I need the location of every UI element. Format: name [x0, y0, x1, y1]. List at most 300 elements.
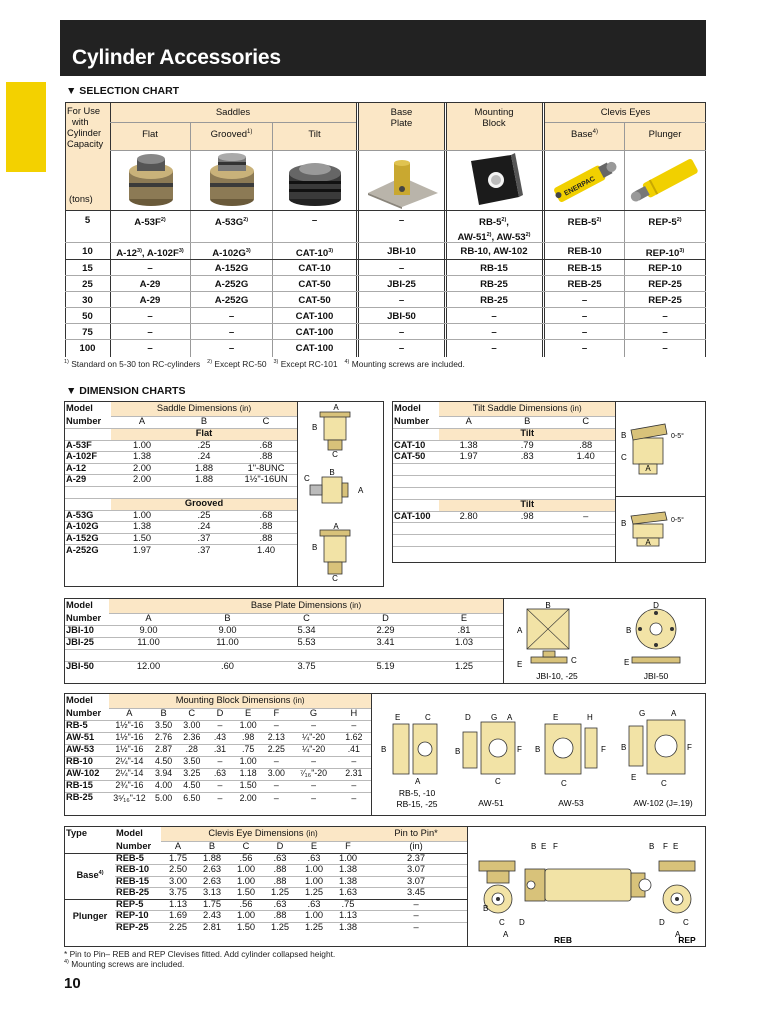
table-cell: – — [262, 780, 290, 792]
table-cell: 1.00 — [111, 440, 173, 452]
clevis-footnote-1: * Pin to Pin– REB and REP Clevises fitted. Add cylinder collapsed height. — [64, 949, 336, 959]
mounting-block-aw51-diagram — [455, 708, 533, 812]
table-cell: .75 — [234, 744, 262, 756]
base-plate-image — [364, 153, 440, 209]
table-cell: – — [290, 756, 336, 768]
base-plate-row — [65, 661, 503, 673]
table-cell: A — [439, 416, 498, 428]
table-cell: – — [206, 756, 234, 768]
table-cell — [393, 499, 439, 511]
table-cell: – — [365, 911, 467, 923]
selection-cell-capacity: 50 — [82, 311, 93, 322]
table-cell: REB-5 — [115, 853, 161, 865]
table-cell — [267, 649, 346, 661]
selection-cell-grooved: – — [228, 343, 235, 354]
clevis-plunger-image — [627, 153, 703, 209]
table-cell: A-102G — [65, 522, 111, 534]
selection-row — [65, 259, 706, 275]
table-cell: Number — [66, 613, 102, 623]
selection-cell-flat: A-29 — [139, 295, 161, 306]
selection-cell-tilt: CAT-50 — [298, 279, 331, 290]
mounting-block-dimensions-table — [65, 694, 371, 815]
table-cell: 1½"-16UN — [235, 475, 297, 487]
table-cell: 2.80 — [439, 511, 498, 523]
selection-row — [65, 339, 706, 356]
table-cell: 3⁵⁄₁₆"-12 — [109, 792, 149, 804]
rb-caption-2: RB-15, -25 — [396, 799, 438, 809]
table-cell: 2.36 — [178, 732, 206, 744]
table-cell: 1½"-16 — [109, 744, 149, 756]
base-plate-caption-1: JBI-10, -25 — [536, 671, 578, 681]
selection-cell-capacity: 10 — [82, 246, 93, 257]
table-cell: D — [346, 613, 425, 625]
table-cell: .31 — [206, 744, 234, 756]
table-cell: .63 — [263, 899, 297, 911]
table-cell: 1.88 — [173, 463, 235, 475]
table-cell — [393, 523, 439, 535]
table-cell: – — [337, 756, 371, 768]
table-cell: 2.63 — [195, 876, 229, 888]
flat-saddle-diagram — [298, 402, 382, 458]
table-row — [393, 402, 615, 416]
table-row — [65, 613, 503, 625]
table-cell — [111, 486, 173, 498]
table-cell: .25 — [173, 510, 235, 522]
selection-cell-clevis-plunger: REP-10$^{3)}$ — [645, 248, 685, 260]
table-cell — [425, 649, 503, 661]
section-tab-marker — [6, 82, 46, 172]
table-cell — [556, 523, 615, 535]
svg-text:A: A — [333, 403, 339, 412]
table-cell: 1.00 — [229, 911, 263, 923]
table-cell: REP-25 — [115, 922, 161, 934]
selection-rows — [65, 210, 706, 357]
tilt-row — [393, 511, 615, 523]
svg-text:F: F — [663, 842, 668, 851]
mounting-header: Mounting Block — [474, 107, 514, 129]
table-cell: Tilt Saddle Dimensions (in) — [439, 402, 615, 416]
table-cell: ¼"-20 — [290, 732, 336, 744]
selection-row — [65, 307, 706, 323]
table-cell — [498, 547, 557, 559]
table-cell: 1.00 — [297, 876, 331, 888]
table-cell: Tilt — [439, 428, 615, 440]
table-cell: CAT-10 — [393, 440, 439, 452]
table-cell: 1.40 — [556, 452, 615, 464]
base-plate-grid — [65, 599, 503, 673]
clevis-plunger-row — [65, 899, 467, 911]
saddle-dimensions-frame — [64, 401, 384, 587]
table-cell: .79 — [498, 440, 557, 452]
table-row — [65, 486, 297, 498]
svg-text:C: C — [495, 777, 501, 786]
table-cell: E — [297, 841, 331, 853]
tilt-angle-label-1: 0-5° — [671, 433, 684, 440]
table-cell: REP-5 — [115, 899, 161, 911]
tons-label: (tons) — [69, 194, 93, 204]
tilt-saddle-dimensions-table — [393, 402, 615, 562]
grooved-saddle-image — [198, 153, 266, 209]
table-cell: 1½"-16 — [109, 732, 149, 744]
clevis-base-row — [65, 888, 467, 900]
table-cell: 3.00 — [178, 720, 206, 732]
table-cell: Number — [66, 416, 102, 426]
selection-cell-clevis-base: REB-5$^{2)}$ — [567, 217, 602, 229]
saddle-dimensions-table — [65, 402, 297, 586]
table-cell: .88 — [235, 452, 297, 464]
table-cell: Flat — [111, 428, 297, 440]
svg-text:H: H — [587, 713, 593, 722]
table-cell: F — [262, 708, 290, 720]
selection-footnotes: $^{1)}$ Standard on 5-30 ton RC-cylinders $^{2)}$ Except RC-50 $^{3)}$ Except RC-101 $^{4)}$ Mounting screws are included. — [64, 359, 465, 369]
svg-text:E: E — [517, 660, 523, 669]
svg-text:E: E — [395, 713, 401, 722]
clevis-footnote-2: $^{4)}$ Mounting screws are included. — [64, 959, 185, 969]
table-cell: C — [556, 416, 615, 428]
table-cell: 11.00 — [188, 637, 267, 649]
table-cell — [393, 428, 439, 440]
svg-text:A: A — [645, 464, 651, 473]
mounting-block-row — [65, 792, 371, 804]
base-plate-row — [65, 637, 503, 649]
selection-cell-baseplate: – — [398, 215, 405, 226]
table-cell — [393, 463, 439, 475]
table-cell — [498, 475, 557, 487]
table-cell: – — [337, 720, 371, 732]
table-cell: .25 — [173, 440, 235, 452]
table-cell: JBI-10 — [65, 625, 109, 637]
table-cell: 1.38 — [331, 865, 365, 877]
mounting-block-row — [65, 720, 371, 732]
table-cell: 1.13 — [331, 911, 365, 923]
table-cell: AW-51 — [65, 732, 109, 744]
base-plate-dimensions-frame — [64, 598, 706, 684]
table-cell: – — [290, 780, 336, 792]
mounting-block-grid — [65, 694, 371, 804]
mounting-block-rb-diagram — [375, 710, 455, 814]
aw53-caption: AW-53 — [558, 798, 584, 808]
table-cell: 1.75 — [161, 853, 195, 865]
table-cell: 1.50 — [111, 533, 173, 545]
table-cell: .28 — [178, 744, 206, 756]
table-cell: 1.38 — [331, 876, 365, 888]
table-cell: A-53F — [65, 440, 111, 452]
table-cell: 3.41 — [346, 637, 425, 649]
table-cell: Model — [116, 828, 143, 839]
clevis-base-row — [65, 853, 467, 865]
table-cell: .88 — [235, 533, 297, 545]
table-cell: 2.43 — [195, 911, 229, 923]
svg-text:B: B — [483, 904, 489, 913]
selection-cell-clevis-plunger: – — [662, 343, 668, 354]
svg-text:F: F — [601, 745, 606, 754]
mounting-block-dimensions-frame — [64, 693, 706, 816]
selection-cell-tilt: CAT-100 — [295, 311, 334, 322]
selection-row — [65, 210, 706, 242]
selection-cell-mounting: RB-10, AW-102 — [460, 246, 528, 257]
table-cell: 1.97 — [439, 452, 498, 464]
table-cell: 2.50 — [161, 865, 195, 877]
table-cell — [393, 487, 439, 499]
table-cell: Base$^{4)}$ — [65, 853, 115, 899]
table-cell: .41 — [337, 744, 371, 756]
svg-text:B: B — [329, 468, 335, 477]
svg-text:B: B — [535, 745, 541, 754]
selection-cell-tilt: CAT-100 — [295, 327, 334, 338]
table-cell — [393, 547, 439, 559]
selection-cell-capacity: 100 — [79, 343, 96, 354]
table-cell: REB-10 — [115, 865, 161, 877]
table-cell: B — [195, 841, 229, 853]
svg-text:A: A — [333, 522, 339, 531]
table-row — [65, 841, 467, 853]
table-cell — [498, 523, 557, 535]
svg-text:A: A — [358, 486, 364, 495]
svg-text:A: A — [671, 709, 677, 718]
selection-row — [65, 275, 706, 291]
table-cell: 1.25 — [297, 922, 331, 934]
table-cell: .43 — [206, 732, 234, 744]
table-cell: JBI-25 — [65, 637, 109, 649]
table-cell: 3.07 — [365, 876, 467, 888]
table-cell: A-29 — [65, 475, 111, 487]
selection-cell-tilt: CAT-10$^{3)}$ — [295, 248, 334, 260]
table-cell: 1.03 — [425, 637, 503, 649]
table-cell: .88 — [263, 911, 297, 923]
table-cell: 2.81 — [195, 922, 229, 934]
tilt-saddle-diagram-1 — [619, 412, 703, 488]
table-row — [393, 547, 615, 559]
table-cell: 1.00 — [234, 720, 262, 732]
table-cell: Number — [394, 416, 430, 426]
saddle-row — [65, 452, 297, 464]
table-cell — [109, 649, 188, 661]
clevis-assembly-diagram — [473, 839, 705, 945]
table-cell: Model — [66, 695, 93, 706]
selection-cell-grooved: $A-53G^{2)}$ — [214, 217, 249, 229]
svg-text:C: C — [621, 453, 627, 462]
table-cell: 5.34 — [267, 625, 346, 637]
selection-row — [65, 291, 706, 307]
table-cell — [65, 841, 115, 853]
table-cell: .83 — [498, 452, 557, 464]
table-cell: .88 — [263, 876, 297, 888]
table-cell: 1"-8UNC — [235, 463, 297, 475]
selection-cell-grooved: A-252G — [214, 295, 249, 306]
table-cell: RB-5 — [65, 720, 109, 732]
table-cell — [556, 535, 615, 547]
table-row — [65, 708, 371, 720]
svg-text:A: A — [645, 538, 651, 547]
selection-cell-grooved: A-152G — [214, 263, 249, 274]
svg-text:F: F — [553, 842, 558, 851]
tilt-saddle-image — [280, 153, 350, 209]
table-cell: RB-25 — [65, 792, 109, 804]
table-cell: Plunger — [65, 899, 115, 934]
clevis-base-row — [65, 865, 467, 877]
tilt-header: Tilt — [308, 129, 321, 140]
table-cell: .63 — [263, 853, 297, 865]
saddle-grid — [65, 402, 297, 556]
table-cell — [498, 463, 557, 475]
table-cell — [439, 487, 498, 499]
svg-text:B: B — [531, 842, 537, 851]
table-cell: A — [109, 708, 149, 720]
selection-cell-mounting: RB-25 — [480, 295, 508, 306]
svg-text:C: C — [661, 779, 667, 788]
table-cell: 1.38 — [111, 452, 173, 464]
table-cell — [439, 535, 498, 547]
table-cell: 1.50 — [234, 780, 262, 792]
table-cell: A-12 — [65, 463, 111, 475]
table-cell — [556, 487, 615, 499]
table-cell: C — [178, 708, 206, 720]
base-plate-dimensions-table — [65, 599, 503, 683]
base-plate-diagram-jbi50 — [610, 601, 702, 681]
table-cell: 1.00 — [234, 756, 262, 768]
table-cell — [65, 649, 109, 661]
table-cell: 3.00 — [262, 768, 290, 780]
table-row — [65, 428, 297, 440]
saddle-row — [65, 545, 297, 557]
table-cell — [393, 475, 439, 487]
selection-cell-clevis-base: – — [581, 327, 588, 338]
table-cell: E — [425, 613, 503, 625]
selection-cell-clevis-plunger: REP-25 — [648, 279, 682, 290]
table-cell — [173, 486, 235, 498]
table-cell: 3.00 — [161, 876, 195, 888]
table-cell: AW-53 — [65, 744, 109, 756]
reb-caption: REB — [554, 935, 572, 945]
clevis-base-image — [547, 153, 623, 209]
selection-cell-tilt: CAT-10 — [298, 263, 331, 274]
table-cell: 1.18 — [234, 768, 262, 780]
selection-cell-flat: – — [147, 311, 153, 322]
clevis-header: Clevis Eyes — [600, 107, 651, 118]
svg-text:B: B — [381, 745, 387, 754]
svg-text:B: B — [312, 543, 318, 552]
selection-cell-clevis-plunger: – — [662, 327, 668, 338]
saddle-row — [65, 522, 297, 534]
table-cell — [346, 649, 425, 661]
grooved-header: Grooved$^{1)}$ — [210, 129, 253, 141]
table-cell: 4.00 — [150, 780, 178, 792]
table-cell: Grooved — [111, 498, 297, 510]
selection-cell-mounting: RB-15 — [480, 263, 508, 274]
selection-cell-capacity: 5 — [84, 215, 91, 226]
table-cell: RB-10 — [65, 756, 109, 768]
table-cell: A-252G — [65, 545, 111, 557]
svg-text:D: D — [659, 918, 665, 927]
svg-text:G: G — [639, 709, 646, 718]
table-cell: AW-102 — [65, 768, 109, 780]
table-cell: 1.63 — [331, 888, 365, 900]
tilt-grid — [393, 402, 615, 559]
selection-cell-grooved: – — [228, 311, 235, 322]
clevis-base-header: Base$^{4)}$ — [571, 129, 598, 141]
selection-cell-clevis-base: REB-10 — [567, 246, 602, 257]
table-row — [65, 416, 297, 428]
rb-caption-1: RB-5, -10 — [398, 788, 436, 798]
table-cell: 1.13 — [161, 899, 195, 911]
table-cell: 1.40 — [235, 545, 297, 557]
table-cell: 3.13 — [195, 888, 229, 900]
table-row — [65, 827, 467, 841]
table-cell: 1.97 — [111, 545, 173, 557]
table-cell: 2.00 — [111, 463, 173, 475]
table-cell: .75 — [331, 899, 365, 911]
table-cell: – — [290, 720, 336, 732]
table-cell: 1.00 — [297, 865, 331, 877]
table-cell: 4.50 — [178, 780, 206, 792]
svg-text:B: B — [621, 431, 627, 440]
selection-cell-clevis-plunger: REP-25 — [648, 295, 682, 306]
table-cell: .24 — [173, 452, 235, 464]
svg-text:C: C — [571, 656, 577, 665]
svg-text:C: C — [425, 713, 431, 722]
svg-text:B: B — [621, 519, 627, 528]
table-cell: 2¼"-14 — [109, 768, 149, 780]
table-cell: .98 — [234, 732, 262, 744]
table-row — [65, 694, 371, 708]
table-cell: B — [150, 708, 178, 720]
svg-text:A: A — [503, 930, 509, 939]
table-cell: 1.75 — [195, 899, 229, 911]
svg-text:B: B — [649, 842, 655, 851]
clevis-eye-dimensions-frame — [64, 826, 706, 947]
table-cell: Saddle Dimensions (in) — [111, 402, 297, 416]
table-cell — [65, 498, 111, 510]
selection-chart-heading: ▼ SELECTION CHART — [66, 85, 180, 97]
table-cell — [439, 475, 498, 487]
table-cell: Clevis Eye Dimensions (in) — [161, 827, 365, 841]
table-cell: 5.00 — [150, 792, 178, 804]
table-cell: A-53G — [65, 510, 111, 522]
table-cell: 2.63 — [195, 865, 229, 877]
table-cell: 1.25 — [263, 888, 297, 900]
table-cell: – — [365, 922, 467, 934]
rep-caption: REP — [678, 935, 696, 945]
base-plate-diagram-jbi10 — [511, 601, 603, 681]
table-cell: – — [337, 792, 371, 804]
capacity-header: For Use with Cylinder Capacity — [67, 106, 104, 149]
selection-cell-grooved: – — [228, 327, 235, 338]
selection-cell-mounting: – — [491, 311, 497, 322]
table-cell: 3.50 — [178, 756, 206, 768]
svg-text:D: D — [653, 601, 659, 610]
table-cell: Model — [394, 403, 421, 414]
table-cell: 2.13 — [262, 732, 290, 744]
table-cell: 5.19 — [346, 661, 425, 673]
svg-text:F: F — [687, 743, 692, 752]
svg-text:B: B — [626, 626, 632, 635]
table-row — [393, 523, 615, 535]
table-cell: C — [267, 613, 346, 625]
table-cell: 1.88 — [173, 475, 235, 487]
table-cell: .37 — [173, 545, 235, 557]
mounting-block-row — [65, 756, 371, 768]
mounting-block-aw102-diagram — [621, 706, 705, 812]
selection-cell-clevis-base: REB-25 — [567, 279, 602, 290]
dimension-charts-heading: ▼ DIMENSION CHARTS — [66, 385, 186, 397]
grooved-saddle-diagram — [298, 522, 382, 582]
table-cell: – — [290, 792, 336, 804]
selection-cell-capacity: 75 — [82, 327, 93, 338]
table-cell: Number — [116, 841, 152, 851]
saddle-row — [65, 510, 297, 522]
saddle-row — [65, 475, 297, 487]
selection-cell-mounting: RB-25 — [480, 279, 508, 290]
